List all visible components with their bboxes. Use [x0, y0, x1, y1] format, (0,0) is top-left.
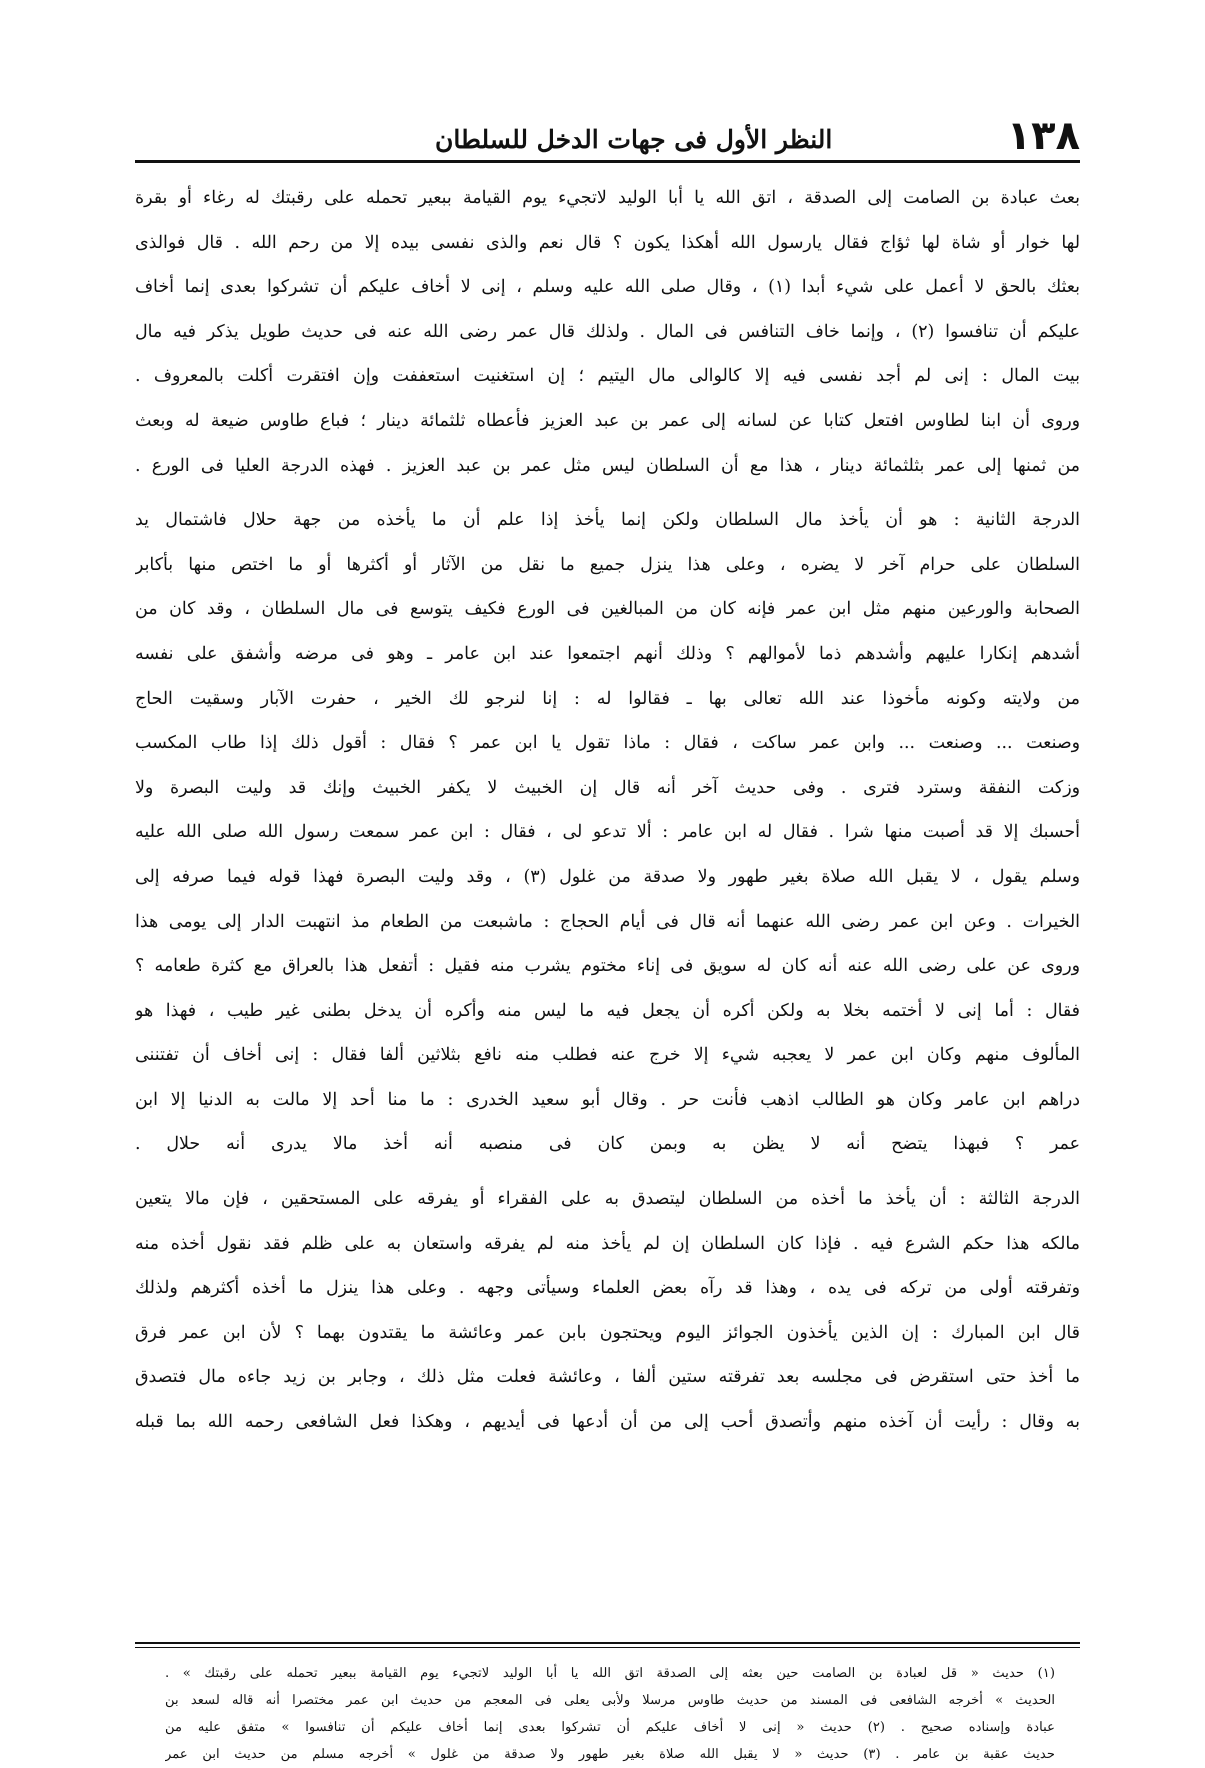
text-line: الدرجة الثانية : هو أن يأخذ مال السلطان ولكن إنما يأخذ إذا علم أن ما يأخذه من جهة حلال فاشتمال يد: [135, 510, 1080, 531]
text-line: بعث عبادة بن الصامت إلى الصدقة ، اتق الله يا أبا الوليد لاتجيء يوم القيامة ببعير تحمله على رقبتك له رغاء أو بقرة: [135, 188, 1080, 208]
text-line: لها خوار أو شاة لها ثؤاج فقال يارسول الله أهكذا يكون ؟ قال نعم والذى نفسى بيده إلا من رحم الله . قال فوالذى: [135, 232, 1080, 253]
footnote-line: (١) حديث « قل لعبادة بن الصامت حين بعثه إلى الصدقة اتق الله يا أبا الوليد لاتجيء يوم القيامة ببعير تحمله على رقبتك » .: [165, 1666, 1055, 1681]
text-line: من ثمنها إلى عمر بثلثمائة دينار ، هذا مع أن السلطان ليس مثل عمر بن عبد العزيز . فهذه الدرجة العليا فى الورع .: [135, 455, 1080, 476]
text-line: السلطان على حرام آخر لا يضره ، وعلى هذا ينزل جميع ما نقل من الآثار أو أكثرها أو ما اختص منها بأكابر: [135, 554, 1080, 575]
text-line: دراهم ابن عامر وكان هو الطالب اذهب فأنت حر . وقال أبو سعيد الخدرى : ما منا أحد إلا مالت به الدنيا إلا ابن: [135, 1089, 1080, 1110]
footnote-line: عبادة وإسناده صحيح . (٢) حديث « إنى لا أخاف عليكم أن تشركوا بعدى إنما أخاف عليكم أن تنافسوا » متفق عليه من: [165, 1720, 1055, 1735]
text-line: بيت المال : إنى لم أجد نفسى فيه إلا كالوالى مال اليتيم ؛ إن استغنيت استعففت وإن افتقرت أكلت بالمعروف .: [135, 366, 1080, 387]
text-line: عليكم أن تنافسوا (٢) ، وإنما خاف التنافس فى المال . ولذلك قال عمر رضى الله عنه فى حديث طويل يذكر فيه مال: [135, 321, 1080, 342]
text-line: أحسبك إلا قد أصبت منها شرا . فقال له ابن عامر : ألا تدعو لى ، فقال : ابن عمر سمعت رسول الله صلى الله عليه: [135, 822, 1080, 843]
text-line: وصنعت ... وصنعت ... وابن عمر ساكت ، فقال : ماذا تقول يا ابن عمر ؟ فقال : أقول ذلك إذا طاب المكسب: [135, 733, 1080, 754]
text-line: مالكه هذا حكم الشرع فيه . فإذا كان السلطان إن لم يأخذ منه لم يفرقه واستعان به على ظلم فقد نقول أخذه منه: [135, 1233, 1080, 1254]
text-line: فقال : أما إنى لا أختمه بخلا به ولكن أكره أن يجعل فيه ما ليس منه وأكره أن يدخل بطنى غير طيب ، فهذا هو: [135, 1000, 1080, 1021]
text-line: الصحابة والورعين منهم مثل ابن عمر فإنه كان من المبالغين فى الورع فكيف يتوسع فى مال السلطان ، وقد كان من: [135, 599, 1080, 620]
footnotes: [165, 1660, 1055, 1768]
footnote-line: حديث عقبة بن عامر . (٣) حديث « لا يقبل الله صلاة بغير طهور ولا صدقة من غلول » أخرجه مسلم من حديث ابن عمر: [165, 1747, 1055, 1762]
text-line: عمر ؟ فبهذا يتضح أنه لا يظن به وبمن كان فى منصبه أنه أخذ مالا يدرى أنه حلال .: [135, 1134, 1080, 1155]
text-line: وسلم يقول ، لا يقبل الله صلاة بغير طهور ولا صدقة من غلول (٣) ، وقد وليت البصرة فهذا قوله فيما صرفه إلى: [135, 866, 1080, 887]
text-line: من ولايته وكونه مأخوذا عند الله تعالى بها ـ فقالوا له : إنا لنرجو لك الخير ، حفرت الآبار وسقيت الحاج: [135, 688, 1080, 709]
text-line: وزكت النفقة وسترد فترى . وفى حديث آخر أنه قال إن الخبيث لا يكفر الخبيث وإنك قد وليت البصرة ولا: [135, 777, 1080, 798]
main-text: [135, 176, 1080, 1445]
text-line: المألوف منهم وكان ابن عمر لا يعجبه شيء إلا خرج عنه فطلب منه نافع بثلاثين ألفا فقال : إنى أخاف أن تفتننى: [135, 1045, 1080, 1066]
text-line: أشدهم إنكارا عليهم وأشدهم ذما لأموالهم ؟ وذلك أنهم اجتمعوا عند ابن عامر ـ وهو فى مرضه وأشفق على نفسه: [135, 643, 1080, 664]
text-line: قال ابن المبارك : إن الذين يأخذون الجوائز اليوم ويحتجون بابن عمر وعائشة ما يقتدون بهما ؟ لأن ابن عمر فرق: [135, 1322, 1080, 1343]
text-line: وروى عن على رضى الله عنه أنه كان له سويق فى إناء مختوم يشرب منه فقيل : أتفعل هذا بالعراق مع كثرة طعامه ؟: [135, 956, 1080, 977]
text-line: به وقال : رأيت أن آخذه منهم وأتصدق أحب إلى من أن أدعها فى أيديهم ، وهكذا فعل الشافعى رحمه الله بما قبله: [135, 1412, 1080, 1433]
paragraph-gap: [135, 488, 1080, 498]
text-line: الخيرات . وعن ابن عمر رضى الله عنهما أنه قال فى أيام الحجاج : ماشبعت من الطعام مذ انتهبت الدار إلى يومى هذا: [135, 911, 1080, 932]
paragraph-gap: [135, 1167, 1080, 1177]
text-line: وروى أن ابنا لطاوس افتعل كتابا عن لسانه إلى عمر بن عبد العزيز فأعطاه ثلثمائة دينار ؛ فباع طاوس ضيعة له وبعث: [135, 410, 1080, 431]
page-header: [135, 112, 1080, 163]
footnote-divider: [135, 1642, 1080, 1648]
text-line: ما أخذ حتى استقرض فى مجلسه بعد تفرقته ستين ألفا ، وعائشة فعلت مثل ذلك ، وجابر بن زيد جاءه مال فتصدق: [135, 1367, 1080, 1388]
text-line: الدرجة الثالثة : أن يأخذ ما أخذه من السلطان ليتصدق به على الفقراء أو يفرقه على المستحقين ، فإن مالا يتعين: [135, 1189, 1080, 1210]
page-number: ١٣٨: [1006, 113, 1080, 159]
text-line: وتفرقته أولى من تركه فى يده ، وهذا قد رآه بعض العلماء وسيأتى وجهه . وعلى هذا ينزل ما أخذه أكثرهم ولذلك: [135, 1278, 1080, 1299]
running-title: النظر الأول فى جهات الدخل للسلطان: [435, 125, 833, 154]
text-line: بعثك بالحق لا أعمل على شيء أبدا (١) ، وقال صلى الله عليه وسلم ، إنى لا أخاف عليكم أن تشركوا بعدى إنما أخاف: [135, 277, 1080, 298]
footnote-line: الحديث » أخرجه الشافعى فى المسند من حديث طاوس مرسلا ولأبى يعلى فى المعجم من حديث ابن عمر مختصرا أنه قاله لسعد بن: [165, 1693, 1055, 1708]
